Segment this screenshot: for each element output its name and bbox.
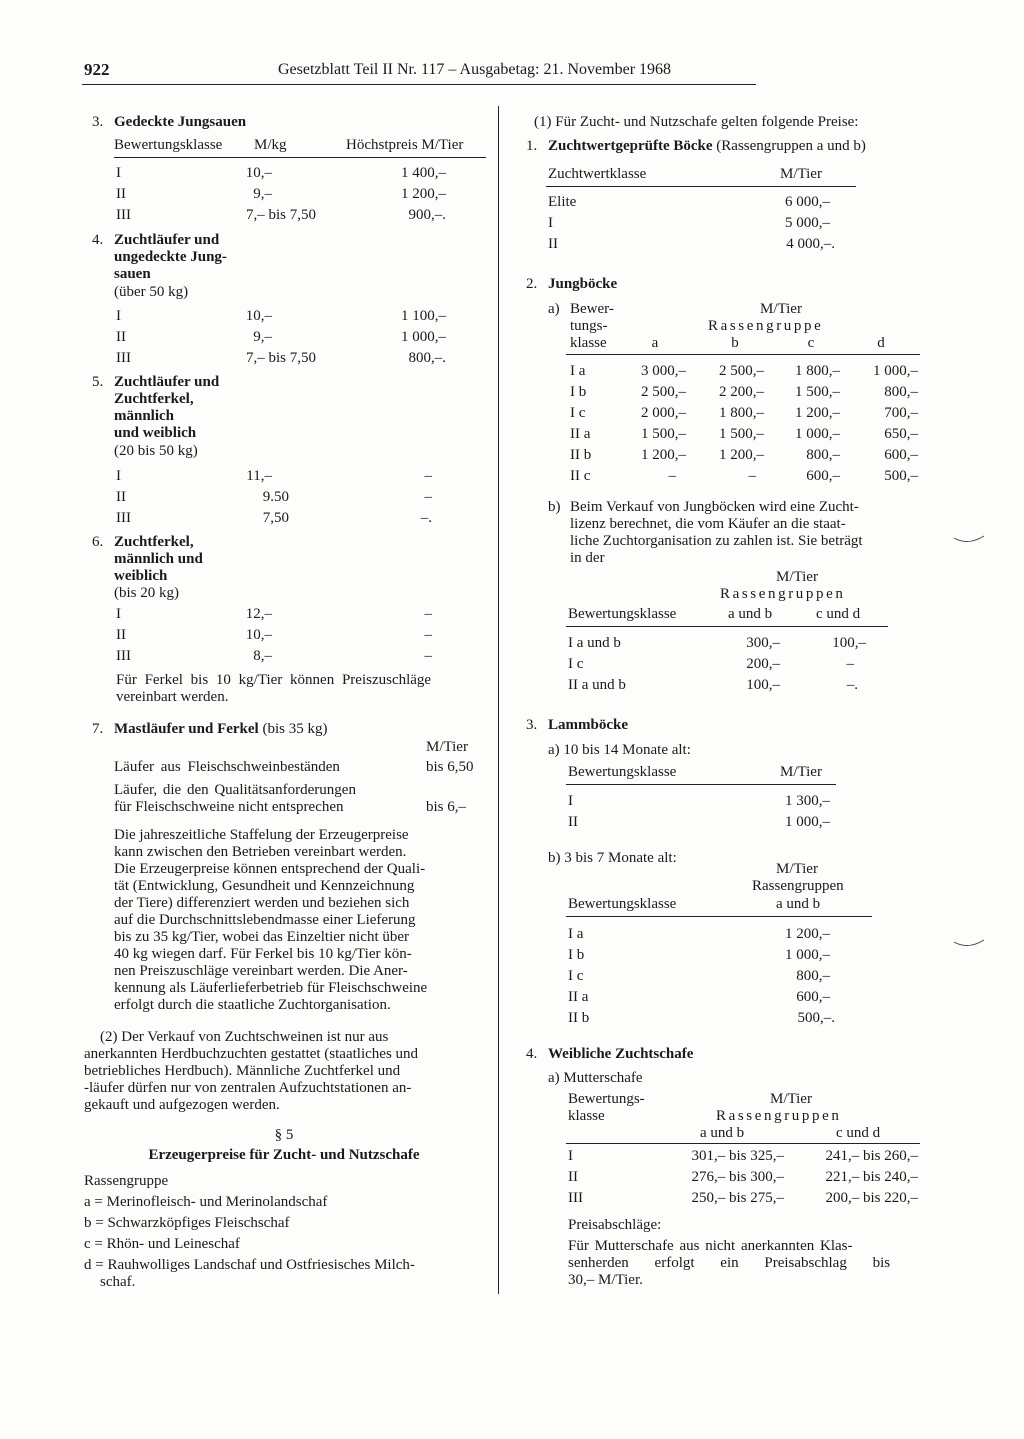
text-line: Die Erzeugerpreise können entsprechend der Quali-: [114, 861, 426, 877]
table-cell: 9,–: [253, 186, 272, 202]
table-cell: 1 000,–: [401, 329, 446, 345]
r-s3-a-unit: M/Tier: [780, 764, 822, 780]
text-line: erfolgt durch die staatliche Zuchtorganisation.: [114, 997, 391, 1013]
table-cell: 1 000,–: [795, 426, 840, 442]
table-cell: –: [748, 468, 756, 484]
table-cell: I: [548, 215, 553, 231]
s7-row2-label-1: Läufer, die den Qualitätsanforderungen: [114, 782, 356, 798]
r-lz-col1: a und b: [728, 606, 773, 622]
s7-row1-value: bis 6,50: [426, 759, 474, 775]
rassengruppe-a: a = Merinofleisch- und Merinolandschaf: [84, 1194, 328, 1210]
table-cell: 1 000,–: [873, 363, 918, 379]
scan-mark-icon: [954, 940, 984, 946]
s3-number: 3.: [92, 114, 104, 130]
text-line: (2) Der Verkauf von Zuchtschweinen ist nur aus: [100, 1029, 389, 1045]
table-cell: 11,–: [246, 468, 272, 484]
r-s2-a-label: a): [548, 301, 560, 317]
r-s4-col1: a und b: [700, 1125, 745, 1141]
table-cell: 600,–: [796, 989, 830, 1005]
table-cell: 1 300,–: [785, 793, 830, 809]
s5-title-5: (20 bis 50 kg): [114, 443, 198, 459]
r-s4-col2: c und d: [836, 1125, 881, 1141]
s4-title-4: (über 50 kg): [114, 284, 189, 300]
table-cell: 8,–: [253, 648, 272, 664]
table-cell: I: [116, 308, 121, 324]
table-cell: 900,–.: [408, 207, 446, 223]
r-s2-col-b: b: [731, 335, 739, 351]
s4-title-2: ungedeckte Jung-: [114, 249, 227, 265]
r-s2-title: Jungböcke: [548, 276, 618, 292]
r-lz-rg: Rassengruppen: [720, 586, 846, 602]
table-cell: 600,–: [806, 468, 840, 484]
s3-head-hoechst: Höchstpreis M/Tier: [346, 137, 464, 153]
s7-unit: M/Tier: [426, 739, 468, 755]
r-s2-col-a: a: [651, 335, 659, 351]
s6-title-1: Zuchtferkel,: [114, 534, 194, 550]
table-cell: –.: [846, 677, 858, 693]
s6-note-2: vereinbart werden.: [116, 689, 229, 705]
table-cell: II: [548, 236, 558, 252]
r-s4-pa-label: Preisabschläge:: [568, 1217, 662, 1233]
table-cell: 1 200,–: [795, 405, 840, 421]
r-s4-k2: klasse: [568, 1108, 605, 1124]
table-cell: 200,– bis 220,–: [825, 1190, 918, 1206]
text-line: lizenz berechnet, die vom Käufer an die staat-: [570, 516, 846, 532]
table-cell: I b: [568, 947, 585, 963]
table-cell: I c: [568, 968, 584, 984]
r-s4-unit: M/Tier: [770, 1091, 812, 1107]
table-cell: I a: [568, 926, 584, 942]
r-s4-a-label: a) Mutterschafe: [548, 1070, 643, 1086]
table-cell: 3 000,–: [641, 363, 686, 379]
s5-title-2: Zuchtferkel,: [114, 391, 194, 407]
section5-title: Erzeugerpreise für Zucht- und Nutzschafe: [148, 1147, 420, 1163]
s3-head-klasse: Bewertungsklasse: [114, 137, 223, 153]
r-s2-head-k1: Bewer-: [570, 301, 614, 317]
table-cell: 100,–: [746, 677, 780, 693]
table-cell: 5 000,–: [785, 215, 830, 231]
intro-text: (1) Für Zucht- und Nutzschafe gelten folgende Preise:: [534, 114, 859, 130]
table-cell: 650,–: [884, 426, 918, 442]
r-s3-b-rg: Rassengruppen: [752, 878, 844, 894]
scan-mark-icon: [954, 536, 984, 542]
table-cell: 100,–: [832, 635, 866, 651]
table-cell: Elite: [548, 194, 577, 210]
s7-row2-value: bis 6,–: [426, 799, 467, 815]
table-cell: 600,–: [884, 447, 918, 463]
s7-number: 7.: [92, 721, 104, 737]
r-s3-a-rule: [566, 784, 836, 785]
table-cell: 2 500,–: [641, 384, 686, 400]
r-s3-a-klasse: Bewertungsklasse: [568, 764, 677, 780]
table-cell: I: [568, 793, 573, 809]
table-cell: 800,–: [796, 968, 830, 984]
r-s3-a-label: a) 10 bis 14 Monate alt:: [548, 742, 691, 758]
r-s3-b-klasse: Bewertungsklasse: [568, 896, 677, 912]
rassengruppe-label: Rassengruppe: [84, 1173, 169, 1189]
table-cell: III: [116, 510, 131, 526]
table-cell: 9.50: [262, 489, 289, 505]
text-line: tät (Entwicklung, Gesundheit und Kennzeichnung: [114, 878, 415, 894]
table-cell: I c: [570, 405, 586, 421]
table-cell: I: [116, 468, 121, 484]
table-cell: I c: [568, 656, 584, 672]
text-line: Die jahreszeitliche Staffelung der Erzeugerpreise: [114, 827, 409, 843]
text-line: gekauft und aufgezogen werden.: [84, 1097, 280, 1113]
r-s1-head-klasse: Zuchtwertklasse: [548, 166, 647, 182]
table-cell: 10,–: [245, 627, 272, 643]
s5-title-3: männlich: [114, 408, 175, 424]
s7-heading: [114, 720, 327, 739]
table-cell: 4 000,–.: [786, 236, 835, 252]
table-cell: 12,–: [245, 606, 272, 622]
table-cell: 7,50: [262, 510, 289, 526]
table-cell: I: [116, 606, 121, 622]
text-line: bis zu 35 kg/Tier, wobei das Einzeltier nicht über: [114, 929, 410, 945]
table-cell: 1 200,–: [719, 447, 764, 463]
r-s2-rg: Rassengruppe: [708, 318, 824, 334]
table-cell: 1 800,–: [719, 405, 764, 421]
s4-title-3: sauen: [114, 266, 151, 282]
table-cell: II a und b: [568, 677, 626, 693]
table-cell: 1 500,–: [795, 384, 840, 400]
s6-note-1: Für Ferkel bis 10 kg/Tier können Preiszuschläge: [116, 672, 432, 688]
table-cell: –: [424, 627, 432, 643]
table-cell: 700,–: [884, 405, 918, 421]
header-rule: [82, 84, 756, 85]
text-line: anerkannten Herdbuchzuchten gestattet (staatliches und: [84, 1046, 419, 1062]
table-cell: –: [424, 489, 432, 505]
s6-title-3: weiblich: [114, 568, 168, 584]
r-lz-col2: c und d: [816, 606, 861, 622]
table-cell: 1 800,–: [795, 363, 840, 379]
text-line: -läufer dürfen nur von zentralen Aufzuchtstationen an-: [84, 1080, 412, 1096]
table-cell: 276,– bis 300,–: [691, 1169, 784, 1185]
page-number: 922: [84, 60, 110, 79]
table-cell: II: [116, 489, 126, 505]
table-cell: 800,–.: [408, 350, 446, 366]
table-cell: 1 500,–: [719, 426, 764, 442]
table-cell: I a und b: [568, 635, 621, 651]
r-lz-klasse: Bewertungsklasse: [568, 606, 677, 622]
table-cell: 301,– bis 325,–: [691, 1148, 784, 1164]
table-cell: III: [116, 207, 131, 223]
r-s3-b-col: a und b: [776, 896, 821, 912]
s6-number: 6.: [92, 534, 104, 550]
r-s3-b-unit: M/Tier: [776, 861, 818, 877]
s7-row1-label: Läufer aus Fleischschweinbeständen: [114, 759, 340, 775]
table-cell: 1 200,–: [785, 926, 830, 942]
s5-title-1: Zuchtläufer und: [114, 374, 220, 390]
table-cell: II: [116, 627, 126, 643]
table-cell: –: [668, 468, 676, 484]
table-cell: II: [116, 186, 126, 202]
table-cell: 200,–: [746, 656, 780, 672]
text-line: Für Mutterschafe aus nicht anerkannten Klas-: [568, 1238, 853, 1254]
r-s4-k1: Bewertungs-: [568, 1091, 645, 1107]
r-s3-b-rule: [566, 916, 872, 917]
r-s4-rg: Rassengruppen: [716, 1108, 842, 1124]
section5-number: § 5: [274, 1127, 294, 1143]
table-cell: II b: [570, 447, 592, 463]
r-s1-title-suffix: (Rassengruppen a und b): [716, 138, 866, 154]
table-cell: III: [116, 648, 131, 664]
table-cell: –: [846, 656, 854, 672]
table-cell: 2 500,–: [719, 363, 764, 379]
s7-title: Mastläufer und Ferkel: [114, 721, 259, 737]
table-cell: 1 500,–: [641, 426, 686, 442]
table-cell: 1 000,–: [785, 947, 830, 963]
table-cell: I b: [570, 384, 587, 400]
r-s2-head-k3: klasse: [570, 335, 607, 351]
table-cell: 500,–.: [797, 1010, 835, 1026]
table-cell: 300,–: [746, 635, 780, 651]
s6-title-2: männlich und: [114, 551, 203, 567]
table-cell: –: [424, 468, 432, 484]
table-cell: II: [568, 1169, 578, 1185]
r-s1-rule: [546, 186, 856, 187]
table-cell: 800,–: [884, 384, 918, 400]
table-cell: –: [424, 606, 432, 622]
table-cell: 10,–: [245, 165, 272, 181]
r-s3-number: 3.: [526, 717, 538, 733]
rassengruppe-d: d = Rauhwolliges Landschaf und Ostfriesisches Milch-: [84, 1257, 415, 1273]
table-cell: 1 400,–: [401, 165, 446, 181]
table-cell: 221,– bis 240,–: [825, 1169, 918, 1185]
table-cell: I: [116, 165, 121, 181]
r-s2-col-d: d: [877, 335, 885, 351]
table-cell: 7,– bis 7,50: [245, 207, 316, 223]
r-s2-col-c: c: [807, 335, 815, 351]
s3-head-mkg: M/kg: [254, 137, 287, 153]
r-s3-title: Lammböcke: [548, 717, 628, 733]
text-line: betriebliches Herdbuch). Männliche Zuchtferkel und: [84, 1063, 401, 1079]
table-cell: II: [568, 814, 578, 830]
text-line: kennung als Läuferlieferbetrieb für Fleischschweine: [114, 980, 428, 996]
rassengruppe-c: c = Rhön- und Leineschaf: [84, 1236, 240, 1252]
s5-number: 5.: [92, 374, 104, 390]
table-cell: 1 200,–: [641, 447, 686, 463]
text-line: in der: [570, 550, 605, 566]
r-s2-b-label: b): [548, 499, 561, 515]
text-line: der Tiere) differenziert werden und beziehen sich: [114, 895, 410, 911]
rassengruppe-d-cont: schaf.: [100, 1274, 136, 1290]
text-line: 40 kg wiegen darf. Für Ferkel bis 10 kg/Tier kön-: [114, 946, 412, 962]
s3-table-rule: [114, 157, 486, 158]
s4-title-1: Zuchtläufer und: [114, 232, 220, 248]
s7-title-suffix: (bis 35 kg): [262, 721, 328, 737]
table-cell: 800,–: [806, 447, 840, 463]
table-cell: I: [568, 1148, 573, 1164]
table-cell: 1 100,–: [401, 308, 446, 324]
r-s3-b-label: b) 3 bis 7 Monate alt:: [548, 850, 677, 866]
table-cell: –.: [420, 510, 432, 526]
r-s2-head-k2: tungs-: [570, 318, 608, 334]
rassengruppe-b: b = Schwarzköpfiges Fleischschaf: [84, 1215, 290, 1231]
table-cell: II a: [570, 426, 591, 442]
table-cell: II a: [568, 989, 589, 1005]
r-lz-rule: [566, 626, 888, 627]
r-s2-unit: M/Tier: [760, 301, 802, 317]
r-s2-number: 2.: [526, 276, 538, 292]
r-s1-title: Zuchtwertgeprüfte Böcke: [548, 138, 713, 154]
table-cell: 9,–: [253, 329, 272, 345]
r-s1-head-unit: M/Tier: [780, 166, 822, 182]
table-cell: 6 000,–: [785, 194, 830, 210]
table-cell: 10,–: [245, 308, 272, 324]
s3-title: Gedeckte Jungsauen: [114, 114, 247, 130]
table-cell: 241,– bis 260,–: [825, 1148, 918, 1164]
s5-title-4: und weiblich: [114, 425, 197, 441]
table-cell: 500,–: [884, 468, 918, 484]
r-s2-rule: [566, 354, 920, 355]
table-cell: 2 200,–: [719, 384, 764, 400]
r-s4-title: Weibliche Zuchtschafe: [548, 1046, 694, 1062]
r-s1-heading: [548, 137, 866, 156]
table-cell: II b: [568, 1010, 590, 1026]
text-line: Beim Verkauf von Jungböcken wird eine Zucht-: [570, 499, 859, 515]
table-cell: 250,– bis 275,–: [691, 1190, 784, 1206]
table-cell: 1 000,–: [785, 814, 830, 830]
table-cell: 1 200,–: [401, 186, 446, 202]
s7-row2-label-2: für Fleischschweine nicht entsprechen: [114, 799, 344, 815]
text-line: auf die Durchschnittslebendmasse einer Lieferung: [114, 912, 416, 928]
page-header-title: Gesetzblatt Teil II Nr. 117 – Ausgabetag: 21. November 1968: [278, 61, 672, 78]
table-cell: II: [116, 329, 126, 345]
table-cell: 2 000,–: [641, 405, 686, 421]
table-cell: III: [116, 350, 131, 366]
r-s1-number: 1.: [526, 138, 538, 154]
r-s4-number: 4.: [526, 1046, 538, 1062]
text-line: kann zwischen den Betrieben vereinbart werden.: [114, 844, 407, 860]
s4-number: 4.: [92, 232, 104, 248]
table-cell: III: [568, 1190, 583, 1206]
s6-title-4: (bis 20 kg): [114, 585, 179, 601]
r-s4-rule: [566, 1143, 920, 1144]
text-line: senherden erfolgt ein Preisabschlag bis: [568, 1255, 891, 1271]
r-lz-unit: M/Tier: [776, 569, 818, 585]
text-line: 30,– M/Tier.: [568, 1272, 643, 1288]
table-cell: –: [424, 648, 432, 664]
column-divider: [498, 106, 499, 1294]
table-cell: 7,– bis 7,50: [245, 350, 316, 366]
table-cell: II c: [570, 468, 591, 484]
text-line: nen Preiszuschläge vereinbart werden. Die Aner-: [114, 963, 408, 979]
table-cell: I a: [570, 363, 586, 379]
scan-artifact: [950, 530, 990, 960]
text-line: liche Zuchtorganisation zu zahlen ist. Sie beträgt: [570, 533, 863, 549]
